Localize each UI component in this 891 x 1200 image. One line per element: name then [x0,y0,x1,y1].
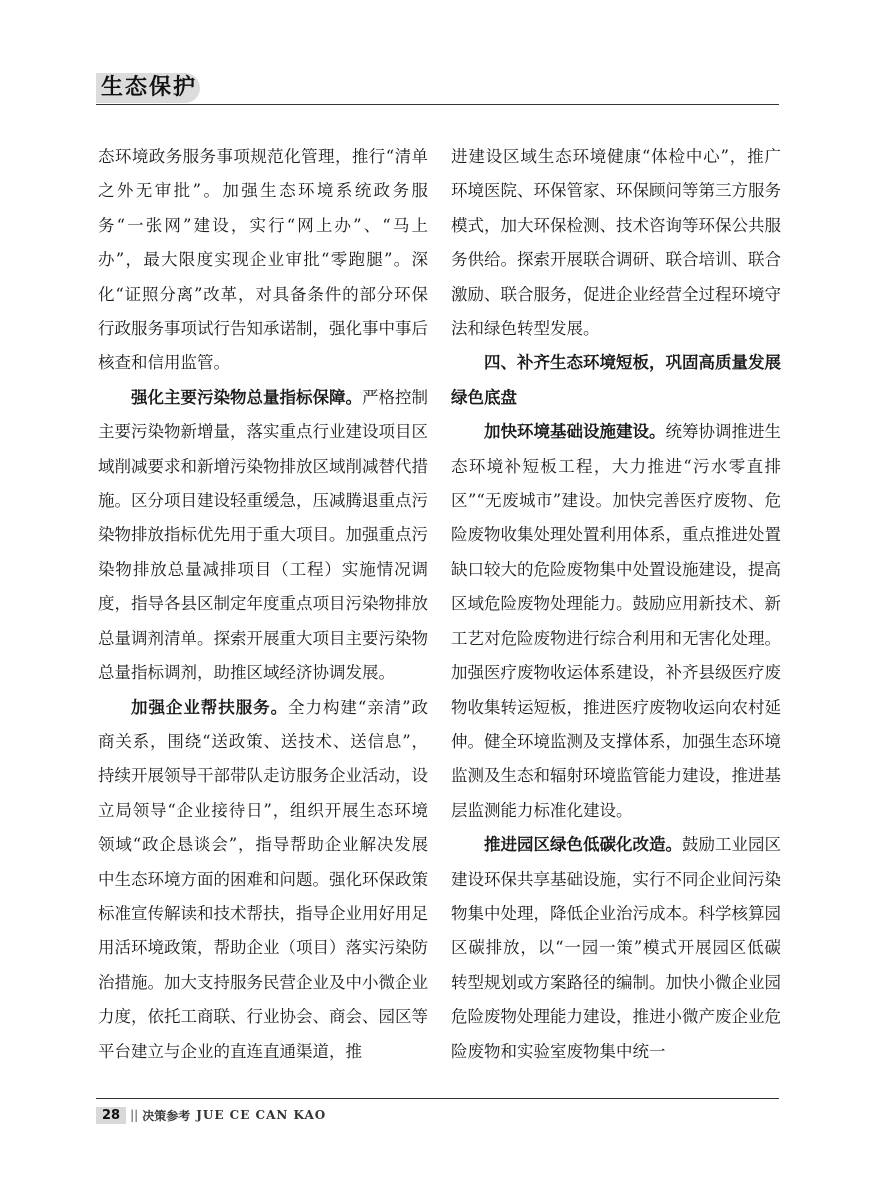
footer-separator: || [130,1108,139,1122]
paragraph-body: 统筹协调推进生态环境补短板工程，大力推进“污水零直排区”“无废城市”建设。加快完善医疗废物、危险废物收集处理处置利用体系，重点推进处置缺口较大的危险废物集中处置设施建设，提高区域危险废物处理能力。鼓励应用新技术、新工艺对危险废物进行综合利用和无害化处理。加强医疗废物收运体系建设，补齐县级医疗废物收集转运短板，推进医疗废物收运向农村延伸。健全环境监测及支撑体系，加强生态环境监测及生态和辐射环境监管能力建设，推进基层监测能力标准化建设。 [451,422,781,820]
paragraph: 进建设区域生态环境健康“体检中心”，推广环境医院、环保管家、环保顾问等第三方服务模式，加大环保检测、技术咨询等环保公共服务供给。探索开展联合调研、联合培训、联合激励、联合服务，促进企业经营全过程环境守法和绿色转型发展。 [451,147,781,339]
section-heading: 四、补齐生态环境短板，巩固高质量发展绿色底盘 [451,353,781,407]
paragraph [98,381,428,691]
paragraph [451,828,781,1069]
paragraph [98,691,428,1069]
paragraph-lead: 加快环境基础设施建设。 [484,422,666,442]
paragraph-lead: 强化主要污染物总量指标保障。 [131,387,362,407]
header-rule [96,104,779,105]
left-column [98,140,428,1069]
section-title: 生态保护 [101,75,198,100]
paragraph-lead: 推进园区绿色低碳化改造。 [484,835,682,855]
magazine-latin-name: JUE CE CAN KAO [196,1108,327,1122]
paragraph-lead: 加强企业帮扶服务。 [131,697,289,717]
magazine-name: 决策参考 [142,1108,191,1123]
page-number: 28 [96,1107,126,1124]
paragraph [451,415,781,828]
page-footer [96,1105,326,1125]
paragraph: 态环境政务服务事项规范化管理，推行“清单之外无审批”。加强生态环境系统政务服务“一张网”建设，实行“网上办”、“马上办”，最大限度实现企业审批“零跑腿”。深化“证照分离”改革，对具备条件的部分环保行政服务事项试行告知承诺制，强化事中事后核查和信用监管。 [98,147,428,373]
right-column [451,140,781,1069]
footer-rule [96,1098,779,1099]
paragraph-body: 严格控制主要污染物新增量，落实重点行业建设项目区域削减要求和新增污染物排放区域削减替代措施。区分项目建设轻重缓急，压减腾退重点污染物排放指标优先用于重大项目。加强重点污染物排放总量减排项目（工程）实施情况调度，指导各县区制定年度重点项目污染物排放总量调剂清单。探索开展重大项目主要污染物总量指标调剂，助推区域经济协调发展。 [98,387,428,683]
paragraph-body: 全力构建“亲清”政商关系，围绕“送政策、送技术、送信息”，持续开展领导干部带队走访服务企业活动，设立局领导“企业接待日”，组织开展生态环境领域“政企恳谈会”，指导帮助企业解决发展中生态环境方面的困难和问题。强化环保政策标准宣传解读和技术帮扶，指导企业用好用足用活环境政策，帮助企业（项目）落实污染防治措施。加大支持服务民营企业及中小微企业力度，依托工商联、行业协会、商会、园区等平台建立与企业的直连直通渠道，推 [98,697,429,1061]
paragraph-body: 鼓励工业园区建设环保共享基础设施，实行不同企业间污染物集中处理，降低企业治污成本。科学核算园区碳排放，以“一园一策”模式开展园区低碳转型规划或方案路径的编制。加快小微企业园危险废物处理能力建设，推进小微产废企业危险废物和实验室废物集中统一 [451,835,781,1061]
